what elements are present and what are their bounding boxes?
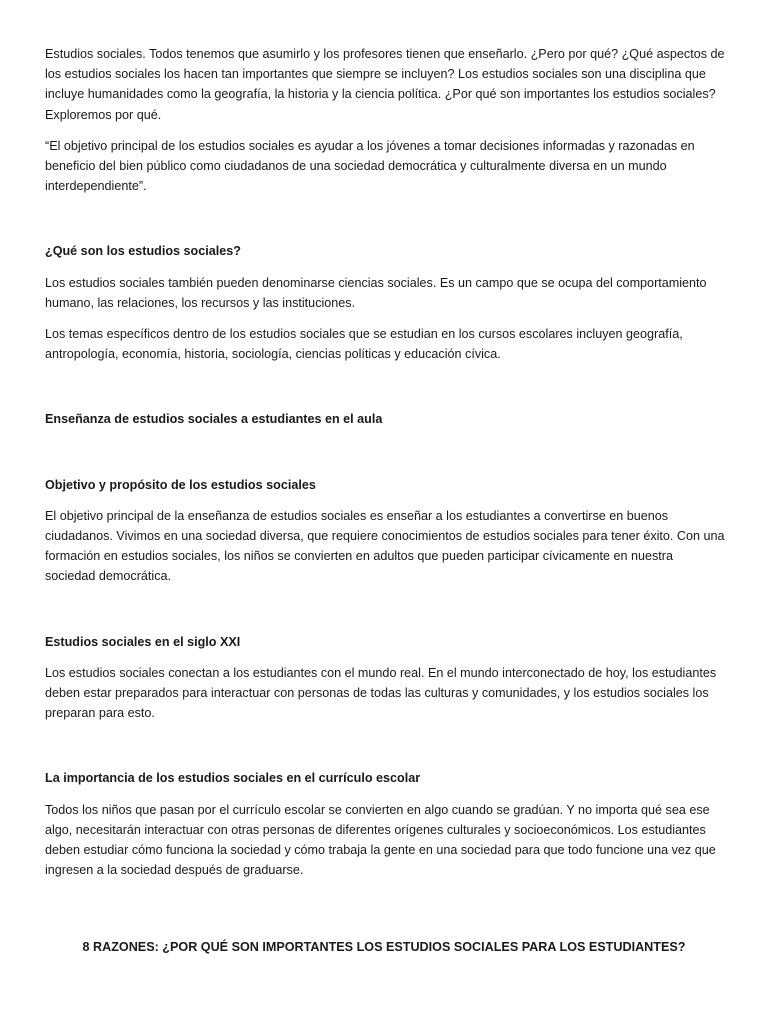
document-body [45,44,725,891]
section-heading-teaching: Enseñanza de estudios sociales a estudiantes en el aula [45,412,383,427]
intro-quote: “El objetivo principal de los estudios sociales es ayudar a los jóvenes a tomar decisiones informadas y razonadas en beneficio del bien público como ciudadanos de una sociedad democrática y culturalmente diversa en un mundo interdependiente”. [45,138,695,194]
section-heading-importance: La importancia de los estudios sociales en el currículo escolar [45,771,421,786]
spacer [45,441,725,475]
section-what-paragraph-2: Los temas específicos dentro de los estudios sociales que se estudian en los cursos escolares incluyen geografía, antropología, economía, historia, sociología, ciencias políticas y educación cívica. [45,327,683,362]
spacer [45,375,725,409]
section-what-paragraph-1: Los estudios sociales también pueden denominarse ciencias sociales. Es un campo que se ocupa del comportamiento humano, las relaciones, los recursos y las instituciones. [45,275,707,310]
spacer [45,598,725,632]
section-heading-century: Estudios sociales en el siglo XXI [45,634,241,649]
section-importance-paragraph: Todos los niños que pasan por el currículo escolar se convierten en algo cuando se gradúan. Y no importa qué sea ese algo, necesitarán interactuar con otras personas de diferentes orígenes culturales y socioeconómicos. Los estudiantes deben estudiar cómo funciona la sociedad y cómo trabaja la gente en una sociedad para que todo funcione una vez que ingresen a la sociedad después de graduarse. [45,802,716,878]
section-heading-purpose: Objetivo y propósito de los estudios sociales [45,477,316,492]
spacer [45,734,725,768]
section-purpose-paragraph: El objetivo principal de la enseñanza de estudios sociales es enseñar a los estudiantes a convertirse en buenos ciudadanos. Vivimos en una sociedad diversa, que requiere conocimientos de estudios sociales para tener éxito. Con una formación en estudios sociales, los niños se convierten en adultos que pueden participar cívicamente en nuestra sociedad democrática. [45,508,725,584]
reasons-title: 8 RAZONES: ¿POR QUÉ SON IMPORTANTES LOS ESTUDIOS SOCIALES PARA LOS ESTUDIANTES? [82,940,686,954]
section-heading-what: ¿Qué son los estudios sociales? [45,244,241,259]
intro-paragraph: Estudios sociales. Todos tenemos que asumirlo y los profesores tienen que enseñarlo. ¿Pero por qué? ¿Qué aspectos de los estudios sociales los hacen tan importantes que siempre se incluyen? Los estudios sociales son una disciplina que incluye humanidades como la geografía, la historia y la ciencia política. ¿Por qué son importantes los estudios sociales? Exploremos por qué. [45,47,725,122]
section-century-paragraph: Los estudios sociales conectan a los estudiantes con el mundo real. En el mundo interconectado de hoy, los estudiantes deben estar preparados para interactuar con personas de todas las culturas y comunidades, y los estudios sociales los preparan para esto. [45,665,717,721]
spacer [45,207,725,241]
